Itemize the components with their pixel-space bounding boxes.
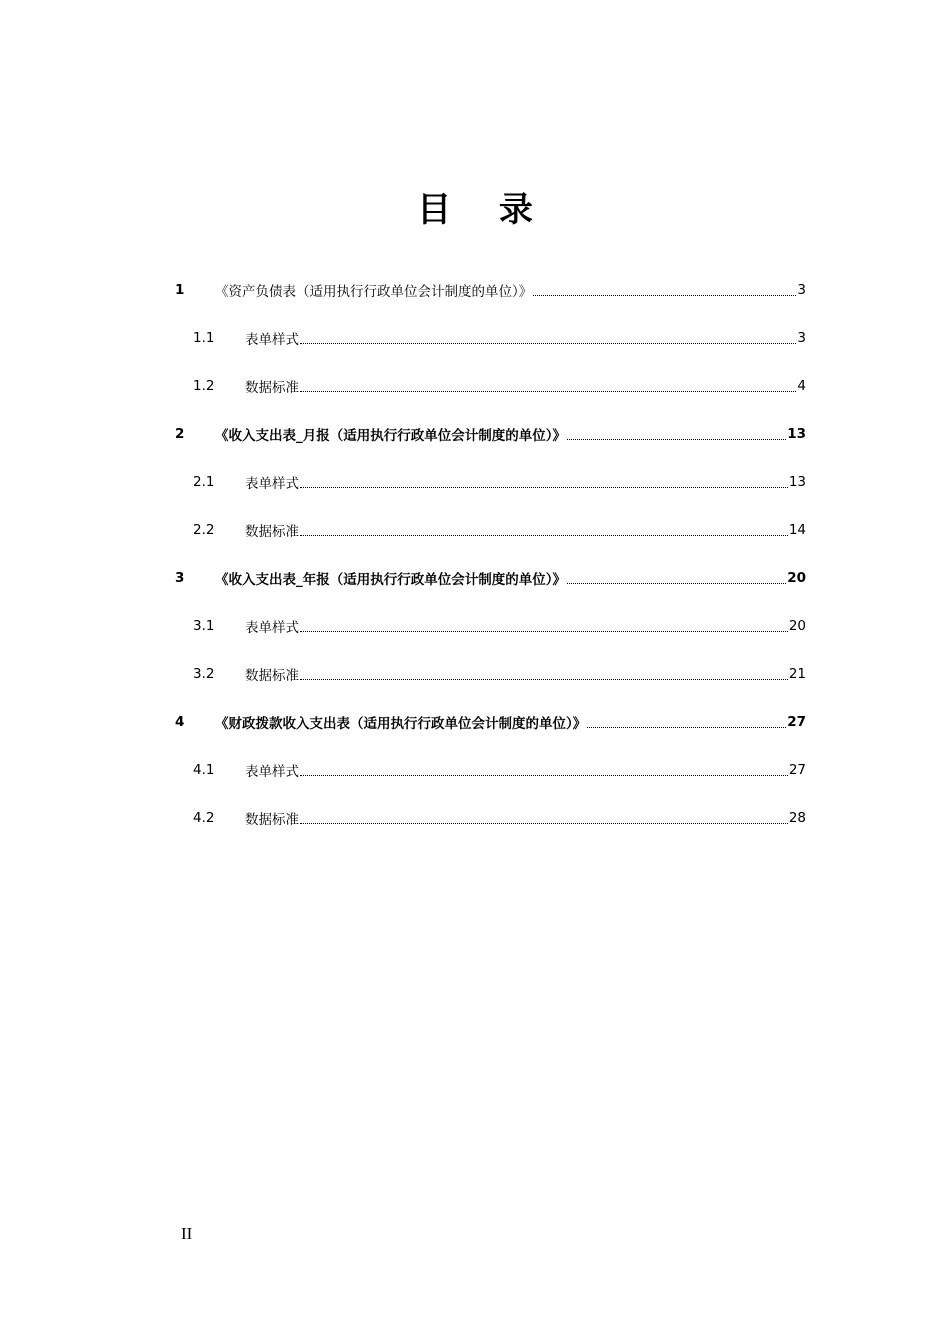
toc-title: 目 录 <box>417 190 551 230</box>
toc-entry-number: 2 <box>175 426 185 442</box>
toc-entry[interactable] <box>175 602 806 650</box>
toc-leader <box>300 630 788 632</box>
toc-leader <box>300 390 796 392</box>
toc-entry[interactable] <box>175 314 806 362</box>
toc-entry-label: 表单样式 <box>245 476 299 492</box>
toc-entry-page: 13 <box>787 426 806 442</box>
toc-entry-number: 1 <box>175 282 185 298</box>
toc-entry-label: 数据标准 <box>245 812 299 828</box>
toc-entry-page: 3 <box>797 330 806 346</box>
toc-entry-page: 27 <box>787 714 806 730</box>
toc-entry-number: 2.1 <box>193 474 215 490</box>
toc-entry-page: 4 <box>797 378 806 394</box>
toc-list <box>175 266 806 842</box>
toc-entry[interactable] <box>175 458 806 506</box>
toc-entry-page: 20 <box>788 618 806 634</box>
toc-leader <box>567 582 786 584</box>
toc-entry[interactable] <box>175 698 806 746</box>
toc-leader <box>300 534 788 536</box>
toc-entry-page: 14 <box>788 522 806 538</box>
toc-entry-number: 1.1 <box>193 330 215 346</box>
toc-entry-page: 28 <box>788 810 806 826</box>
toc-entry-page: 20 <box>787 570 806 586</box>
toc-entry-label: 《财政拨款收入支出表（适用执行行政单位会计制度的单位）》 <box>215 716 587 732</box>
toc-entry[interactable] <box>175 362 806 410</box>
toc-entry[interactable] <box>175 746 806 794</box>
toc-leader <box>587 726 786 728</box>
toc-entry-label: 《收入支出表_月报（适用执行行政单位会计制度的单位）》 <box>215 428 566 444</box>
toc-leader <box>300 774 788 776</box>
toc-entry-label: 《资产负债表（适用执行行政单位会计制度的单位）》 <box>215 284 533 300</box>
toc-entry-label: 《收入支出表_年报（适用执行行政单位会计制度的单位）》 <box>215 572 566 588</box>
toc-entry-number: 3 <box>175 570 185 586</box>
toc-leader <box>567 438 786 440</box>
toc-entry[interactable] <box>175 410 806 458</box>
toc-entry-page: 21 <box>788 666 806 682</box>
toc-entry-label: 数据标准 <box>245 380 299 396</box>
toc-entry-number: 2.2 <box>193 522 215 538</box>
toc-entry-page: 27 <box>788 762 806 778</box>
toc-entry[interactable] <box>175 506 806 554</box>
toc-leader <box>300 678 788 680</box>
toc-leader <box>300 342 796 344</box>
toc-entry-label: 表单样式 <box>245 332 299 348</box>
toc-entry-number: 4.2 <box>193 810 215 826</box>
toc-leader <box>533 294 796 296</box>
page-number: II <box>181 1224 193 1243</box>
toc-leader <box>300 486 788 488</box>
toc-entry-number: 1.2 <box>193 378 215 394</box>
toc-entry-number: 3.1 <box>193 618 215 634</box>
toc-entry[interactable] <box>175 554 806 602</box>
toc-entry-label: 表单样式 <box>245 764 299 780</box>
toc-entry-number: 4 <box>175 714 185 730</box>
toc-entry-page: 13 <box>788 474 806 490</box>
toc-entry-label: 表单样式 <box>245 620 299 636</box>
toc-entry-page: 3 <box>797 282 806 298</box>
toc-entry[interactable] <box>175 794 806 842</box>
toc-entry[interactable] <box>175 650 806 698</box>
toc-entry-number: 4.1 <box>193 762 215 778</box>
toc-leader <box>300 822 788 824</box>
toc-entry-label: 数据标准 <box>245 524 299 540</box>
toc-entry-label: 数据标准 <box>245 668 299 684</box>
toc-entry[interactable] <box>175 266 806 314</box>
toc-entry-number: 3.2 <box>193 666 215 682</box>
